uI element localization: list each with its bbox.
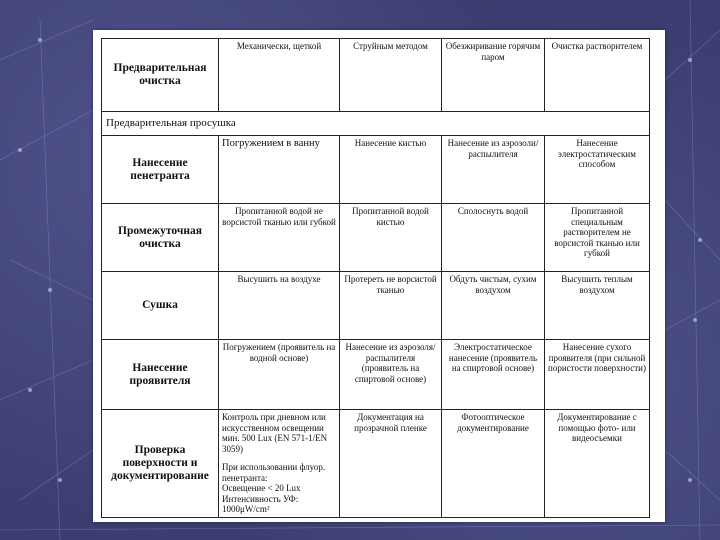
table-cell: Нанесение кистью xyxy=(340,136,442,204)
table-cell: Погружением в ванну xyxy=(219,136,340,204)
spacer xyxy=(222,454,336,462)
table-row xyxy=(102,204,650,272)
table-cell: Протереть не ворсистой тканью xyxy=(340,272,442,340)
table-cell: Пропитанной специальным растворителем не ворсистой тканью или губкой xyxy=(545,204,650,272)
row-heading: Нанесение проявителя xyxy=(102,340,219,410)
row-heading: Нанесение пенетранта xyxy=(102,136,219,204)
table-cell: Фотооптическое документирование xyxy=(442,410,545,518)
row-heading: Проверка поверхности и документирование xyxy=(102,410,219,518)
table-cell: Погружением (проявитель на водной основе) xyxy=(219,340,340,410)
table-row xyxy=(102,136,650,204)
table-cell: Обдуть чистым, сухим воздухом xyxy=(442,272,545,340)
table-row xyxy=(102,39,650,112)
lighting-requirement: Контроль при дневном или искусственном освещении мин. 500 Lux (EN 571-1/EN 3059) xyxy=(222,412,328,454)
table-row xyxy=(102,410,650,518)
illumination-limit: Освещение < 20 Lux xyxy=(222,483,301,493)
table-cell: Пропитанной водой кистью xyxy=(340,204,442,272)
table-cell: Пропитанной водой не ворсистой тканью или губкой xyxy=(219,204,340,272)
process-table xyxy=(101,38,650,518)
table-cell: Нанесение электростатическим способом xyxy=(545,136,650,204)
table-cell: Механически, щеткой xyxy=(219,39,340,112)
table-cell: Электростатическое нанесение (проявитель на спиртовой основе) xyxy=(442,340,545,410)
table-row xyxy=(102,340,650,410)
table-row xyxy=(102,112,650,136)
inspection-cell xyxy=(219,410,340,518)
uv-intensity: Интенсивность УФ: 1000μW/cm² xyxy=(222,493,299,514)
table-cell: Нанесение из аэрозоли/ распылителя xyxy=(442,136,545,204)
table-cell: Документация на прозрачной пленке xyxy=(340,410,442,518)
row-heading: Предварительная очистка xyxy=(102,39,219,112)
table-row xyxy=(102,272,650,340)
table-cell: Очистка растворителем xyxy=(545,39,650,112)
row-heading: Промежуточная очистка xyxy=(102,204,219,272)
table-cell: Струйным методом xyxy=(340,39,442,112)
table-cell: Высушить на воздухе xyxy=(219,272,340,340)
table-cell: Нанесение сухого проявителя (при сильной пористости поверхности) xyxy=(545,340,650,410)
table-cell: Документирование с помощью фото- или видеосъемки xyxy=(545,410,650,518)
table-cell: Обезжиривание горячим паром xyxy=(442,39,545,112)
fluorescent-note: При использовании флуор. пенетранта: xyxy=(222,462,326,483)
slide-page xyxy=(93,30,665,522)
table-cell: Нанесение из аэрозоля/ распылителя (проявитель на спиртовой основе) xyxy=(340,340,442,410)
row-heading: Сушка xyxy=(102,272,219,340)
table-cell: Высушить теплым воздухом xyxy=(545,272,650,340)
table-cell: Сполоснуть водой xyxy=(442,204,545,272)
row-heading-wide: Предварительная просушка xyxy=(102,112,650,136)
